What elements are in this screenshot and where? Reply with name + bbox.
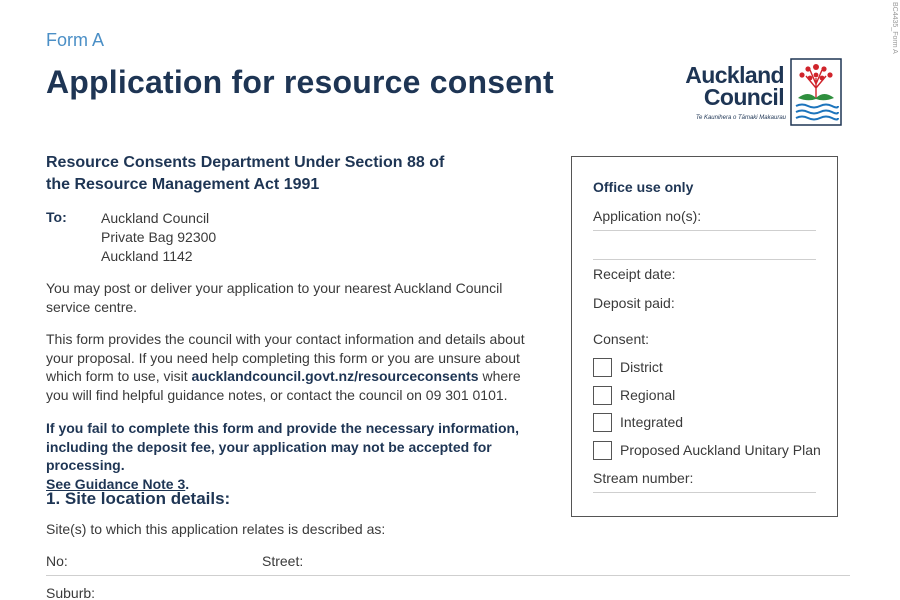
warning-paragraph (46, 419, 546, 493)
page-title: Application for resource consent (46, 64, 554, 100)
post-line-2: service centre. (46, 298, 138, 315)
form-code: BC4435_Form A (891, 2, 898, 54)
info-paragraph (46, 330, 546, 404)
consent-option-unitary-plan[interactable] (593, 440, 821, 460)
stream-number-label: Stream number: (593, 470, 694, 486)
consent-option-district[interactable] (593, 357, 663, 377)
application-no-label: Application no(s): (593, 208, 702, 224)
council-address (101, 209, 216, 266)
regional-checkbox[interactable] (593, 386, 612, 405)
stream-number-line (593, 492, 816, 493)
logo-tagline: Te Kaunihera o Tāmaki Makaurau (695, 115, 786, 121)
address-line: Private Bag 92300 (101, 229, 217, 245)
consent-option-integrated[interactable] (593, 412, 683, 432)
district-label: District (620, 359, 663, 375)
consent-option-regional[interactable] (593, 385, 675, 405)
logo-line-2: Council (703, 84, 784, 110)
info-line-1: This form provides the council with your contact information and details about (46, 331, 525, 347)
to-label: To: (46, 209, 67, 225)
department-line-1: Resource Consents Department Under Section 88 of (46, 154, 445, 171)
info-line-3-end: where (478, 368, 521, 384)
street-field-label[interactable]: Street: (262, 553, 304, 569)
guidance-note-link[interactable]: See Guidance Note 3 (46, 475, 186, 492)
no-field-label[interactable]: No: (46, 553, 68, 569)
warning-line-2: including the deposit fee, your application may not be accepted for processing. (46, 438, 492, 473)
info-line-3-start: which form to use, visit (46, 368, 192, 384)
post-line-1: You may post or deliver your application to your nearest Auckland Council (46, 280, 503, 296)
address-line: Auckland 1142 (101, 248, 193, 264)
info-line-3 (46, 367, 546, 386)
warning-period: . (185, 475, 190, 492)
pohutukawa-logo-icon (790, 58, 842, 126)
department-line-2: the Resource Management Act 1991 (46, 176, 320, 193)
info-line-4: you will find helpful guidance notes, or contact the council on 09 301 0101. (46, 386, 508, 403)
post-instructions (46, 279, 546, 316)
integrated-label: Integrated (620, 414, 684, 430)
info-line-2: your proposal. If you need help completing this form or you are unsure about (46, 349, 520, 366)
resource-consents-link[interactable]: aucklandcouncil.govt.nz/resourceconsents (191, 368, 479, 384)
address-line: Auckland Council (101, 210, 210, 226)
department-heading (46, 152, 466, 196)
district-checkbox[interactable] (593, 358, 612, 377)
form-label: Form A (46, 30, 105, 50)
application-no-line-2 (593, 259, 816, 260)
regional-label: Regional (620, 387, 676, 403)
office-use-heading: Office use only (593, 179, 694, 195)
auckland-council-logo (676, 58, 844, 130)
receipt-date-label: Receipt date: (593, 266, 676, 282)
suburb-field-label[interactable]: Suburb: (46, 585, 96, 600)
site-location-description: Site(s) to which this application relates is described as: (46, 521, 386, 537)
deposit-paid-label: Deposit paid: (593, 295, 675, 311)
unitary-plan-label: Proposed Auckland Unitary Plan (620, 442, 821, 458)
consent-label: Consent: (593, 331, 650, 347)
application-no-line (593, 230, 816, 231)
logo-line-1: Auckland (685, 62, 784, 88)
warning-line-1: If you fail to complete this form and provide the necessary information, (46, 420, 519, 436)
unitary-plan-checkbox[interactable] (593, 441, 612, 460)
site-location-heading: 1. Site location details: (46, 489, 231, 508)
field-divider (46, 575, 850, 576)
integrated-checkbox[interactable] (593, 413, 612, 432)
office-use-box (571, 156, 838, 517)
logo-wordmark (676, 64, 784, 108)
